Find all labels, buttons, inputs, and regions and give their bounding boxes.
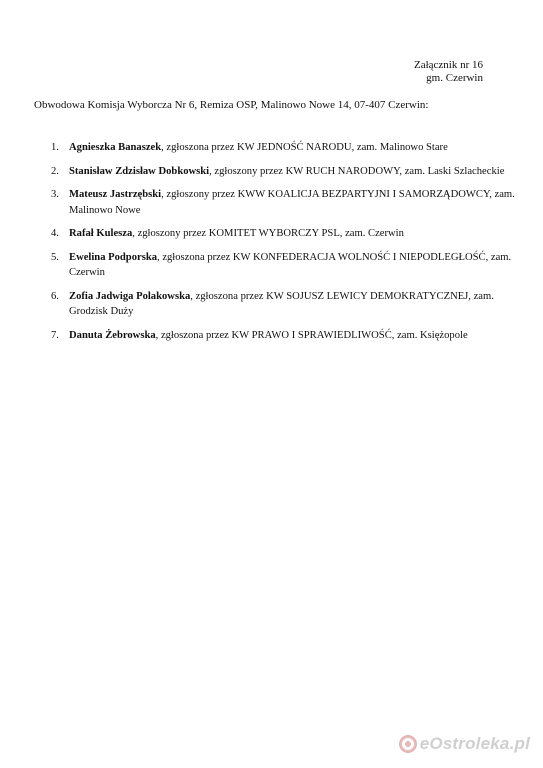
member-detail: , zgłoszony przez KW RUCH NARODOWY, zam. Laski Szlacheckie <box>209 165 505 177</box>
item-number: 7. <box>51 329 59 341</box>
list-item <box>51 289 521 320</box>
attachment-number: Załącznik nr 16 <box>413 59 483 71</box>
member-name: Stanisław Zdzisław Dobkowski <box>69 165 210 177</box>
list-item <box>51 226 521 242</box>
member-name: Mateusz Jastrzębski <box>69 189 162 200</box>
item-number: 4. <box>51 228 59 239</box>
member-detail: , zgłoszona przez KW SOJUSZ LEWICY DEMOKRATYCZNEJ, zam. Grodzisk Duży <box>69 290 494 317</box>
member-name: Zofia Jadwiga Polakowska <box>69 290 191 302</box>
members-list <box>51 140 521 351</box>
member-name: Rafał Kulesza <box>69 228 133 239</box>
member-detail: , zgłoszona przez KW JEDNOŚĆ NARODU, zam. Malinowo Stare <box>161 142 448 153</box>
commission-intro: Obwodowa Komisja Wyborcza Nr 6, Remiza OSP, Malinowo Nowe 14, 07-407 Czerwin: <box>34 99 429 111</box>
list-item <box>51 250 521 281</box>
member-name: Ewelina Podporska <box>69 251 158 263</box>
item-number: 5. <box>51 251 59 263</box>
member-detail: , zgłoszona przez KW KONFEDERACJA WOLNOŚĆ I NIEPODLEGŁOŚĆ, zam. Czerwin <box>69 251 512 278</box>
attachment-header <box>414 59 483 85</box>
eostroleka-logo-icon <box>398 734 418 754</box>
member-detail: , zgłoszona przez KW PRAWO I SPRAWIEDLIWOŚĆ, zam. Księżopole <box>155 329 468 341</box>
member-detail: , zgłoszony przez KWW KOALICJA BEZPARTYJNI I SAMORZĄDOWCY, zam. Malinowo Nowe <box>69 189 515 216</box>
list-item <box>51 140 521 156</box>
item-number: 2. <box>51 165 59 177</box>
member-name: Danuta Żebrowska <box>69 329 156 341</box>
item-number: 6. <box>51 290 59 302</box>
list-item <box>51 328 521 344</box>
member-name: Agnieszka Banaszek <box>69 142 162 153</box>
list-item <box>51 187 521 218</box>
site-watermark <box>398 734 530 754</box>
watermark-text: eOstroleka.pl <box>419 734 530 753</box>
item-number: 1. <box>51 142 59 153</box>
list-item <box>51 164 521 180</box>
municipality: gm. Czerwin <box>426 72 483 84</box>
member-detail: , zgłoszony przez KOMITET WYBORCZY PSL, zam. Czerwin <box>132 228 404 239</box>
item-number: 3. <box>51 189 59 200</box>
